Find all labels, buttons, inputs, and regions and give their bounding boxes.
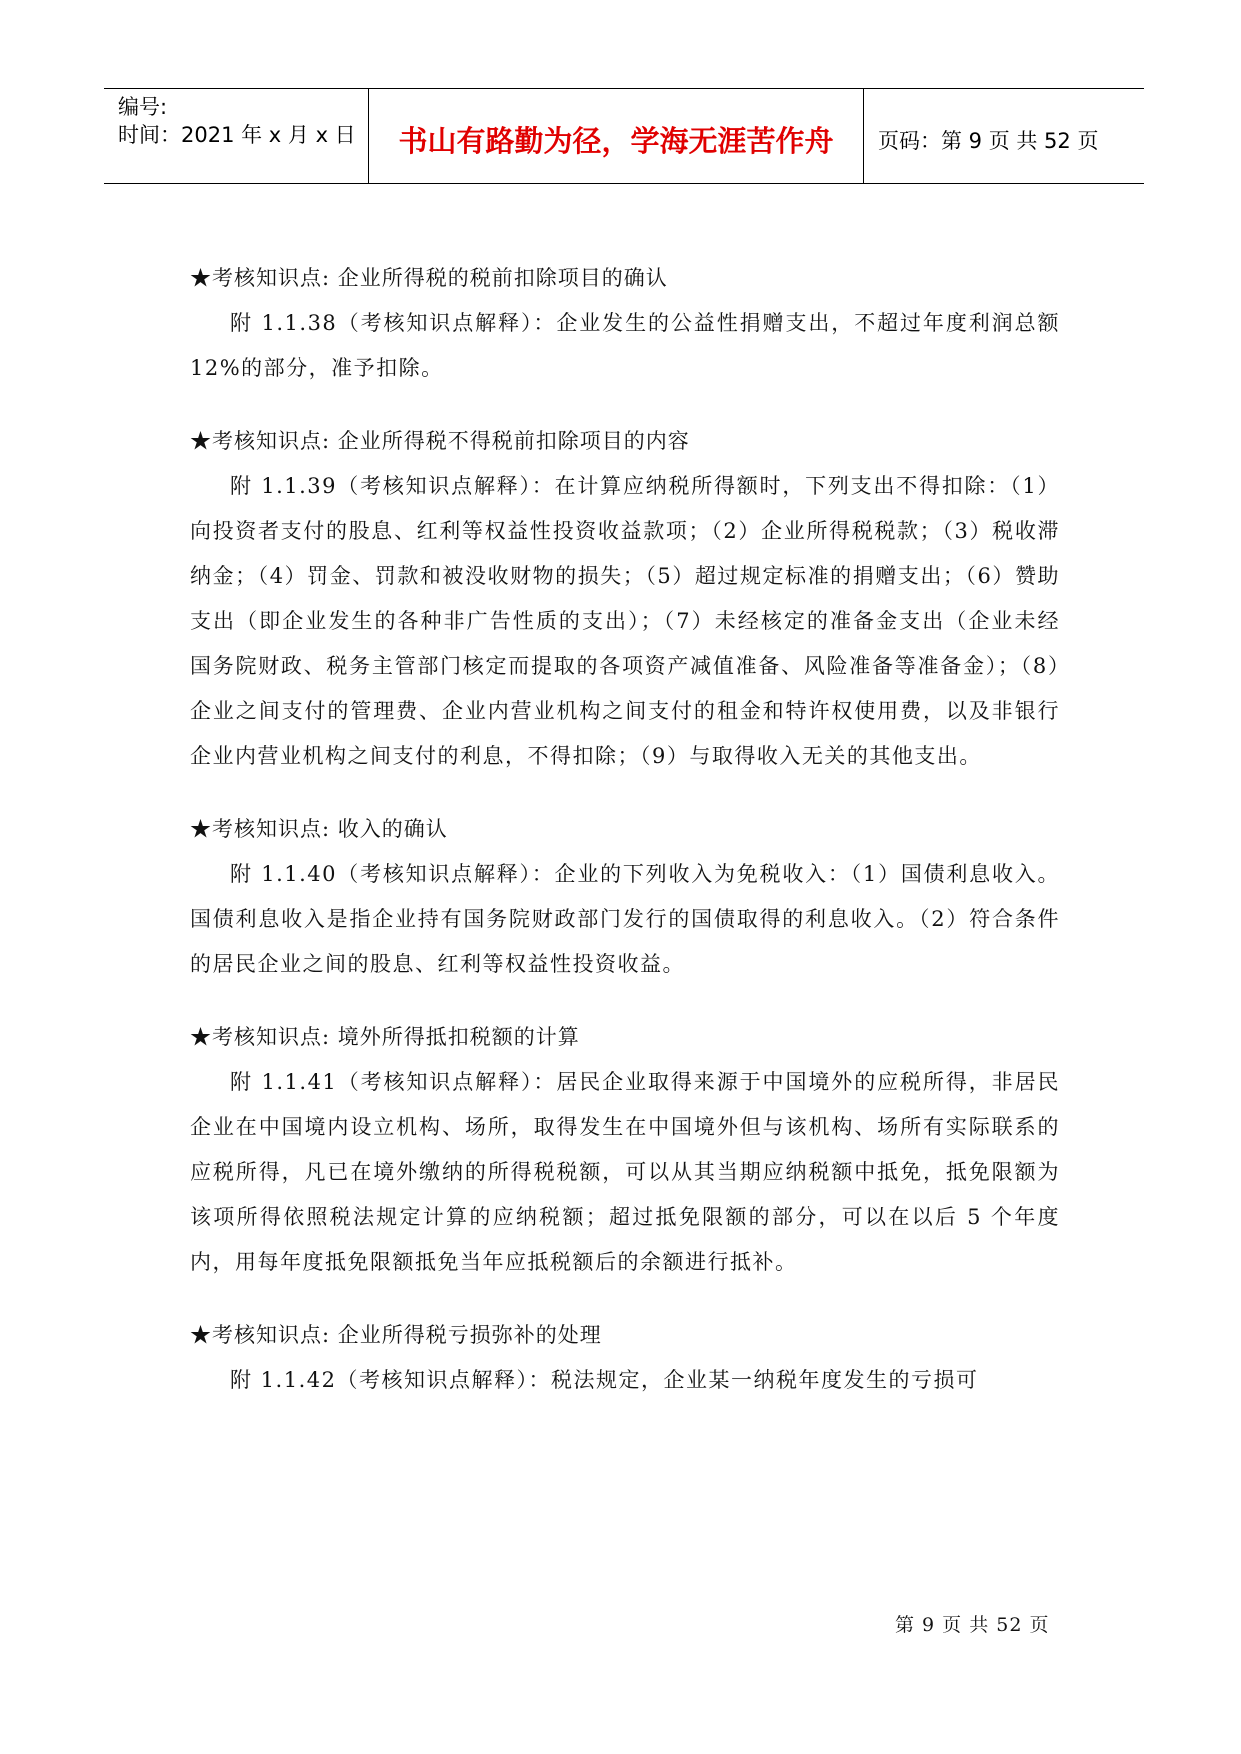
knowledge-point-heading: ★考核知识点: 企业所得税的税前扣除项目的确认 [190, 266, 668, 290]
knowledge-point-heading: ★考核知识点: 企业所得税亏损弥补的处理 [190, 1323, 602, 1347]
knowledge-section [190, 256, 1060, 391]
knowledge-point-heading: ★考核知识点: 境外所得抵扣税额的计算 [190, 1025, 580, 1049]
knowledge-point-heading: ★考核知识点: 企业所得税不得税前扣除项目的内容 [190, 429, 690, 453]
header-motto-cell [368, 89, 864, 183]
knowledge-point-explanation: 附 1.1.41（考核知识点解释）：居民企业取得来源于中国境外的应税所得，非居民企业在中国境内设立机构、场所，取得发生在中国境外但与该机构、场所有实际联系的应税所得，凡已在境外缴纳的所得税税额，可以从其当期应纳税额中抵免，抵免限额为该项所得依照税法规定计算的应纳税额；超过抵免限额的部分，可以在以后 5 个年度内，用每年度抵免限额抵免当年应抵税额后的余额进行抵补。 [190, 1070, 1060, 1274]
knowledge-point-heading: ★考核知识点: 收入的确认 [190, 817, 448, 841]
knowledge-section [190, 419, 1060, 779]
page-header [104, 88, 1144, 184]
header-page-info: 页码：第 9 页 共 52 页 [878, 129, 1099, 153]
document-number-label: 编号: [118, 95, 168, 119]
header-meta-cell [104, 89, 368, 183]
header-page-cell [864, 89, 1144, 183]
document-time-label: 时间：2021 年 x 月 x 日 [118, 123, 356, 147]
page-footer: 第 9 页 共 52 页 [895, 1614, 1050, 1636]
document-body [190, 256, 1060, 1431]
header-motto: 书山有路勤为径，学海无涯苦作舟 [398, 124, 834, 158]
knowledge-section [190, 1313, 1060, 1403]
knowledge-point-explanation: 附 1.1.38（考核知识点解释）：企业发生的公益性捐赠支出，不超过年度利润总额 12%的部分，准予扣除。 [190, 311, 1060, 380]
knowledge-section [190, 807, 1060, 987]
knowledge-point-explanation: 附 1.1.40（考核知识点解释）：企业的下列收入为免税收入：（1）国债利息收入。国债利息收入是指企业持有国务院财政部门发行的国债取得的利息收入。（2）符合条件的居民企业之间的股息、红利等权益性投资收益。 [190, 862, 1060, 976]
knowledge-point-explanation: 附 1.1.39（考核知识点解释）：在计算应纳税所得额时，下列支出不得扣除：（1）向投资者支付的股息、红利等权益性投资收益款项；（2）企业所得税税款；（3）税收滞纳金；（4）罚金、罚款和被没收财物的损失；（5）超过规定标准的捐赠支出；（6）赞助支出（即企业发生的各种非广告性质的支出）；（7）未经核定的准备金支出（企业未经国务院财政、税务主管部门核定而提取的各项资产减值准备、风险准备等准备金）；（8）企业之间支付的管理费、企业内营业机构之间支付的租金和特许权使用费，以及非银行企业内营业机构之间支付的利息，不得扣除；（9）与取得收入无关的其他支出。 [190, 474, 1060, 768]
knowledge-point-explanation: 附 1.1.42（考核知识点解释）：税法规定，企业某一纳税年度发生的亏损可 [230, 1368, 979, 1392]
knowledge-section [190, 1015, 1060, 1285]
